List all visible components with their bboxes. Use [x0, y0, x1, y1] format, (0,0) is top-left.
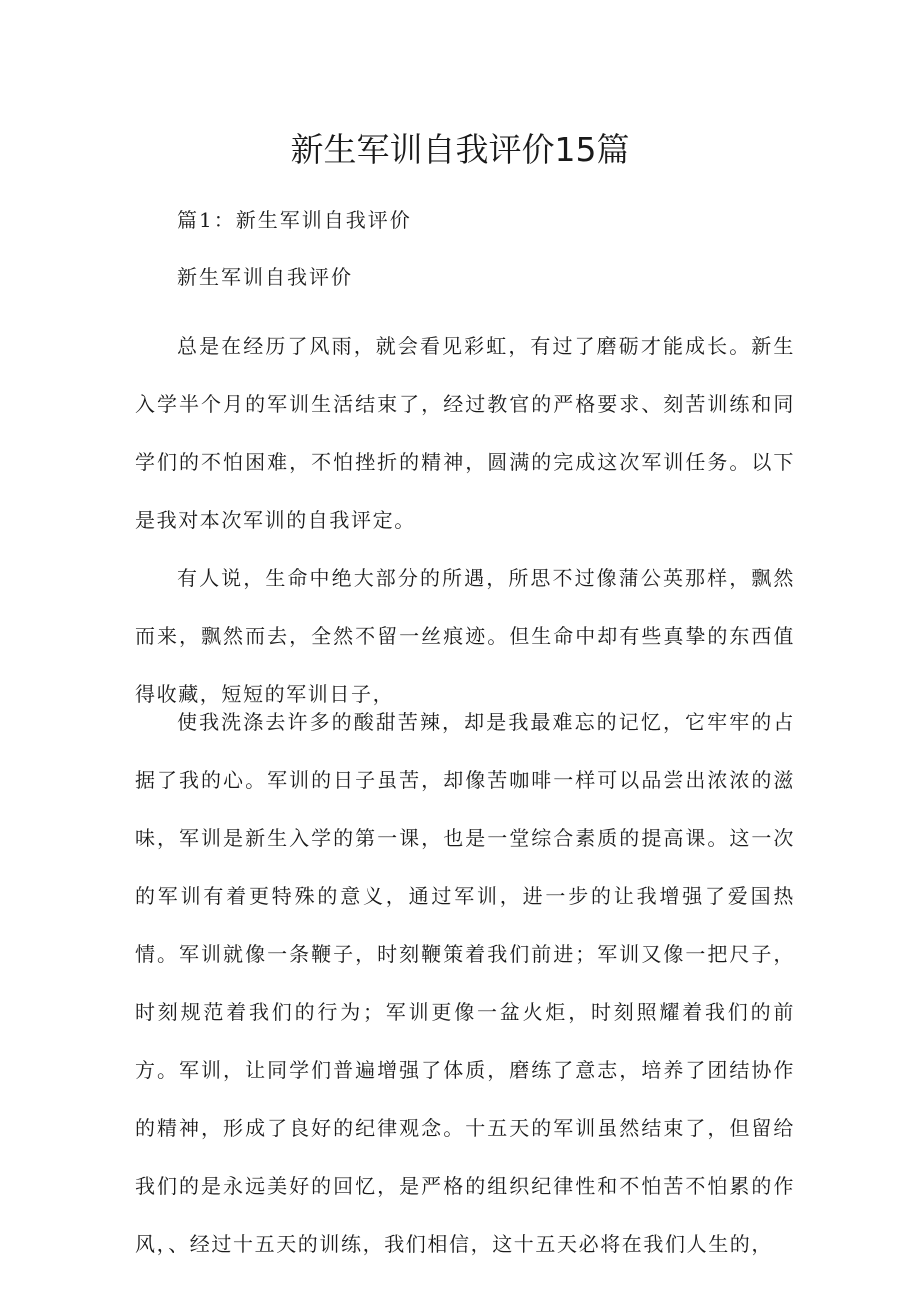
paragraph: 总是在经历了风雨，就会看见彩虹，有过了磨砺才能成长。新生入学半个月的军训生活结束了，经过教官的严格要求、刻苦训练和同学们的不怕困难，不怕挫折的精神，圆满的完成这次军训任务。以下是我对本次军训的自我评定。 — [135, 334, 795, 532]
paragraph: 使我洗涤去许多的酸甜苦辣，却是我最难忘的记忆，它牢牢的占据了我的心。军训的日子虽苦，却像苦咖啡一样可以品尝出浓浓的滋味，军训是新生入学的第一课，也是一堂综合素质的提高课。这一次的军训有着更特殊的意义，通过军训，进一步的让我增强了爱国热情。军训就像一条鞭子，时刻鞭策着我们前进；军训又像一把尺子，时刻规范着我们的行为；军训更像一盆火炬，时刻照耀着我们的前方。军训，让同学们普遍增强了体质，磨练了意志，培养了团结协作的精神，形成了良好的纪律观念。十五天的军训虽然结束了，但留给我们的是永远美好的回忆，是严格的组织纪律性和不怕苦不怕累的作风，、经过十五天的训练，我们相信，这十五天必将在我们人生的， — [135, 710, 795, 1256]
paragraph: 有人说，生命中绝大部分的所遇，所思不过像蒲公英那样，飘然而来，飘然而去，全然不留一丝痕迹。但生命中却有些真挚的东西值得收藏，短短的军训日子， — [135, 566, 795, 706]
subheading: 新生军训自我评价 — [177, 265, 353, 289]
document-title: 新生军训自我评价15篇 — [290, 130, 630, 169]
section-heading: 篇1：新生军训自我评价 — [177, 208, 412, 232]
